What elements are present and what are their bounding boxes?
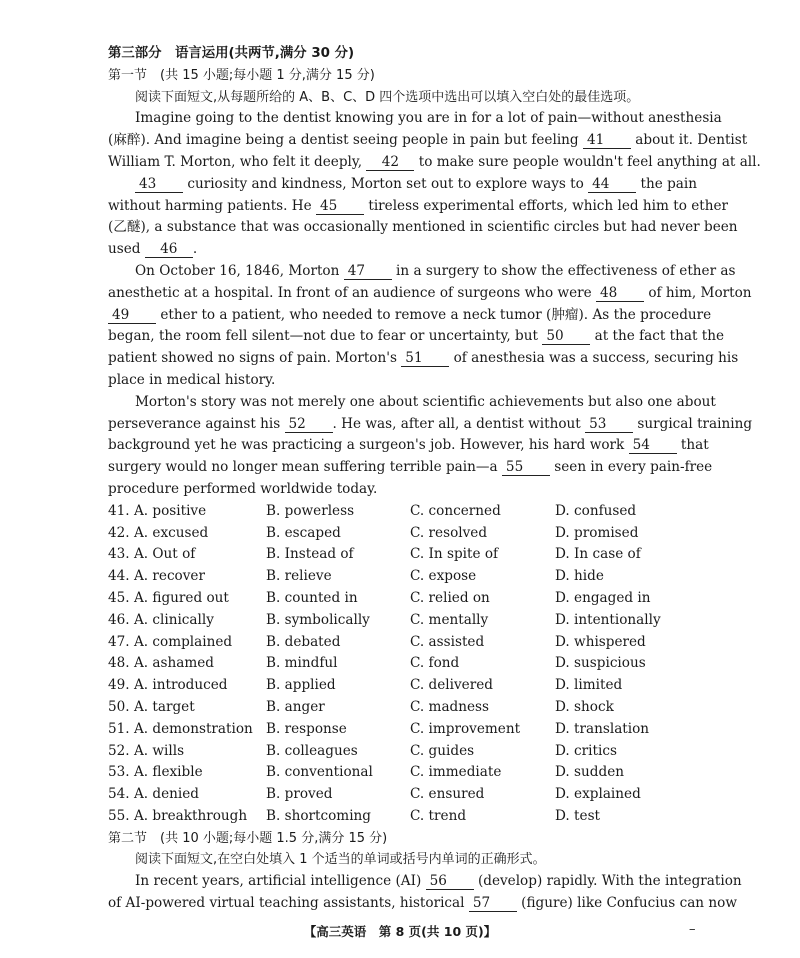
option-row: 46. A. clinically B. symbolically C. mentally D. intentionally (108, 611, 661, 628)
part1-heading: 第一节 (共 15 小题;每小题 1 分,满分 15 分) (108, 67, 375, 83)
passage-line: procedure performed worldwide today. (108, 480, 378, 497)
blank-41: 41 (583, 132, 631, 149)
blank-46: 46 (145, 241, 193, 258)
passage-line: In recent years, artificial intelligence (AI) 56 (develop) rapidly. With the integration (135, 873, 742, 890)
page-footer: 【高三英语 第 8 页(共 10 页)】 (303, 924, 497, 939)
option-row: 53. A. flexible B. conventional C. immediate D. sudden (108, 764, 624, 781)
passage-line: patient showed no signs of pain. Morton's 51 of anesthesia was a success, securing his (108, 350, 739, 367)
blank-45: 45 (316, 198, 364, 215)
passage-line: 49 ether to a patient, who needed to remove a neck tumor (肿瘤). As the procedure (108, 305, 695, 327)
passage-line: without harming patients. He 45 tireless experimental efforts, which led him to ether (108, 197, 729, 214)
option-row: 47. A. complained B. debated C. assisted D. whispered (108, 633, 646, 650)
option-row: 48. A. ashamed B. mindful C. fond D. suspicious (108, 655, 646, 672)
blank-54: 54 (629, 437, 677, 454)
blank-48: 48 (596, 285, 644, 302)
passage-line: 43 curiosity and kindness, Morton set out to explore ways to 44 the pain (108, 174, 695, 196)
passage-line: background yet he was practicing a surgeon's job. However, his hard work 54 that (108, 437, 709, 454)
blank-52: 52 (285, 416, 333, 433)
blank-49: 49 (108, 307, 156, 324)
blank-57: 57 (469, 895, 517, 912)
option-row: 50. A. target B. anger C. madness D. shock (108, 698, 614, 715)
footer-dash: – (689, 922, 696, 937)
passage-line: Morton's story was not merely one about scientific achievements but also one about (135, 393, 716, 410)
option-row: 51. A. demonstration B. response C. improvement D. translation (108, 720, 650, 737)
blank-53: 53 (585, 416, 633, 433)
passage-line: (乙醚), a substance that was occasionally mentioned in scientific circles but had never been (108, 219, 738, 236)
passage-line: began, the room fell silent—not due to fear or uncertainty, but 50 at the fact that the (108, 328, 725, 345)
blank-44: 44 (588, 176, 636, 193)
blank-55: 55 (502, 459, 550, 476)
option-row: 45. A. figured out B. counted in C. relied on D. engaged in (108, 589, 651, 606)
blank-51: 51 (401, 350, 449, 367)
blank-42: 42 (366, 154, 414, 171)
option-row: 54. A. denied B. proved C. ensured D. explained (108, 786, 641, 803)
option-row: 49. A. introduced B. applied C. delivered D. limited (108, 677, 623, 694)
part2-heading: 第二节 (共 10 小题;每小题 1.5 分,满分 15 分) (108, 830, 388, 846)
blank-43: 43 (135, 176, 183, 193)
section-title: 第三部分 语言运用(共两节,满分 30 分) (108, 46, 355, 61)
options-table (108, 501, 695, 828)
option-row: 44. A. recover B. relieve C. expose D. hide (108, 568, 604, 585)
passage-line: used 46 . (108, 241, 198, 258)
passage-line: Imagine going to the dentist knowing you are in for a lot of pain—without anesthesia (135, 110, 722, 127)
passage-line: anesthetic at a hospital. In front of an audience of surgeons who were 48 of him, Morton (108, 284, 752, 301)
part1-instruction: 阅读下面短文,从每题所给的 A、B、C、D 四个选项中选出可以填入空白处的最佳选项。 (135, 89, 640, 105)
page-content (108, 43, 761, 915)
option-row: 55. A. breakthrough B. shortcoming C. trend D. test (108, 807, 601, 824)
option-row: 41. A. positive B. powerless C. concerned D. confused (108, 502, 637, 519)
passage-line: William T. Morton, who felt it deeply, 42 to make sure people wouldn't feel anything at all. (108, 153, 761, 170)
option-row: 52. A. wills B. colleagues C. guides D. critics (108, 742, 617, 759)
blank-47: 47 (344, 263, 392, 280)
passage-line: On October 16, 1846, Morton 47 in a surgery to show the effectiveness of ether as (135, 262, 736, 279)
option-row: 43. A. Out of B. Instead of C. In spite of D. In case of (108, 546, 641, 563)
passage-line: perseverance against his 52 . He was, after all, a dentist without 53 surgical training (108, 415, 753, 432)
passage-line: surgery would no longer mean suffering terrible pain—a 55 seen in every pain-free (108, 459, 713, 476)
blank-56: 56 (426, 873, 474, 890)
passage-line: (麻醉). And imagine being a dentist seeing people in pain but feeling 41 about it. Dentist (108, 132, 748, 149)
part2-instruction: 阅读下面短文,在空白处填入 1 个适当的单词或括号内单词的正确形式。 (135, 852, 546, 868)
option-row: 42. A. excused B. escaped C. resolved D. promised (108, 524, 639, 541)
blank-50: 50 (542, 328, 590, 345)
passage-line: of AI-powered virtual teaching assistants, historical 57 (figure) like Confucius can now (108, 895, 737, 912)
passage-line: place in medical history. (108, 371, 276, 388)
